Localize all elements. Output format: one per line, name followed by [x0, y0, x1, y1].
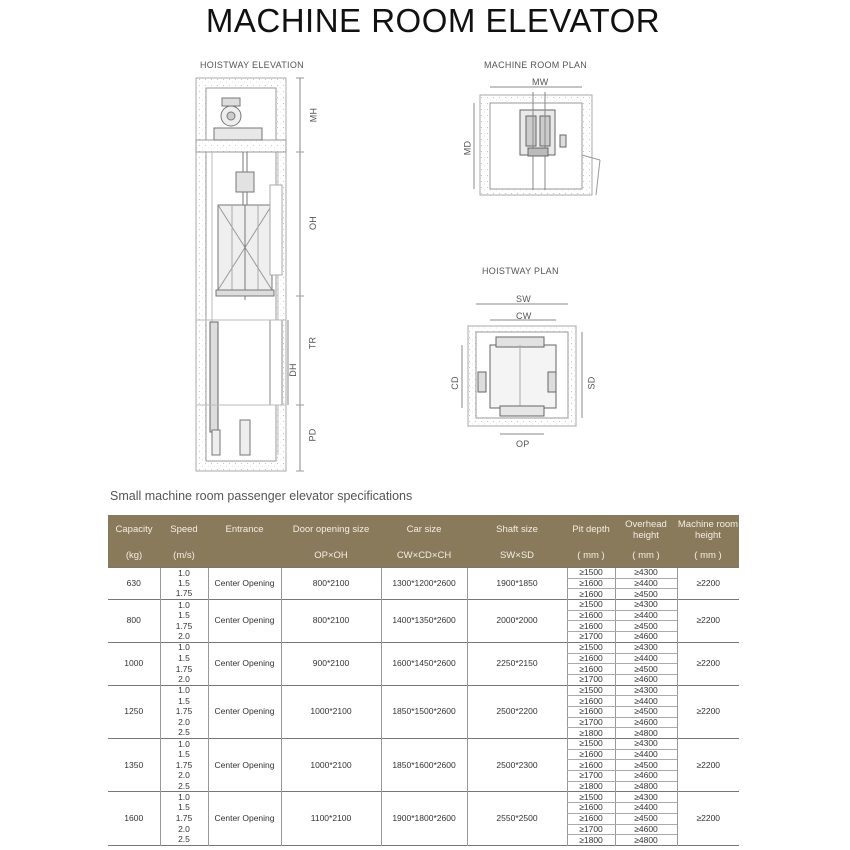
machine-room-height-cell: ≥2200	[677, 685, 739, 738]
pit-depth-cell: ≥1500	[567, 685, 615, 696]
pit-depth-cell: ≥1700	[567, 674, 615, 685]
overhead-cell: ≥4300	[615, 642, 677, 653]
speed-cell: 1.0	[160, 739, 208, 750]
unit-speed: (m/s)	[160, 544, 208, 568]
speed-cell: 1.0	[160, 792, 208, 803]
spec-body	[108, 568, 739, 846]
speed-cell: 1.75	[160, 589, 208, 600]
overhead-cell: ≥4300	[615, 792, 677, 803]
pit-depth-cell: ≥1600	[567, 621, 615, 632]
label-md: MD	[462, 140, 473, 156]
entrance-cell: Center Opening	[208, 568, 281, 600]
shaft-size-cell: 2000*2000	[467, 600, 567, 643]
overhead-cell: ≥4600	[615, 717, 677, 728]
pit-depth-cell: ≥1600	[567, 706, 615, 717]
table-row	[108, 739, 739, 750]
entrance-cell: Center Opening	[208, 739, 281, 792]
pit-depth-cell: ≥1500	[567, 642, 615, 653]
pit-depth-cell: ≥1600	[567, 760, 615, 771]
table-row	[108, 792, 739, 803]
car-size-cell: 1850*1600*2600	[381, 739, 467, 792]
machine-room-height-cell: ≥2200	[677, 600, 739, 643]
entrance-cell: Center Opening	[208, 600, 281, 643]
label-oh: OH	[308, 215, 319, 231]
speed-cell: 1.5	[160, 803, 208, 814]
label-cd: CD	[449, 376, 460, 390]
pit-depth-cell: ≥1800	[567, 781, 615, 792]
elevator-drawings	[0, 50, 850, 480]
header-car: Car size	[381, 515, 467, 544]
pit-depth-cell: ≥1500	[567, 739, 615, 750]
overhead-cell: ≥4800	[615, 781, 677, 792]
pit-depth-cell: ≥1600	[567, 653, 615, 664]
label-mh: MH	[308, 107, 319, 123]
label-cw: CW	[516, 311, 532, 321]
speed-cell: 2.0	[160, 674, 208, 685]
overhead-cell: ≥4300	[615, 739, 677, 750]
pit-depth-cell: ≥1600	[567, 803, 615, 814]
pit-depth-cell: ≥1500	[567, 600, 615, 611]
door-size-cell: 1000*2100	[281, 739, 381, 792]
label-dh: DH	[287, 363, 298, 377]
pit-depth-cell: ≥1600	[567, 813, 615, 824]
unit-car: CW×CD×CH	[381, 544, 467, 568]
capacity-cell: 1600	[108, 792, 160, 845]
unit-machine: ( mm )	[677, 544, 739, 568]
pit-depth-cell: ≥1800	[567, 728, 615, 739]
header-door: Door opening size	[281, 515, 381, 544]
overhead-cell: ≥4300	[615, 685, 677, 696]
overhead-cell: ≥4500	[615, 589, 677, 600]
table-row	[108, 600, 739, 611]
overhead-cell: ≥4400	[615, 696, 677, 707]
overhead-cell: ≥4400	[615, 749, 677, 760]
speed-cell: 2.0	[160, 717, 208, 728]
capacity-cell: 1000	[108, 642, 160, 685]
label-mw: MW	[532, 77, 549, 87]
drawings-svg	[0, 50, 850, 480]
overhead-cell: ≥4600	[615, 632, 677, 643]
shaft-size-cell: 2550*2500	[467, 792, 567, 845]
elevation-title: HOISTWAY ELEVATION	[200, 60, 304, 70]
entrance-cell: Center Opening	[208, 792, 281, 845]
speed-cell: 2.0	[160, 824, 208, 835]
overhead-cell: ≥4300	[615, 568, 677, 579]
shaft-size-cell: 2500*2300	[467, 739, 567, 792]
machine-room-plan	[474, 87, 600, 195]
speed-cell: 1.5	[160, 610, 208, 621]
door-size-cell: 1100*2100	[281, 792, 381, 845]
speed-cell: 2.5	[160, 781, 208, 792]
hoistway-plan-title: HOISTWAY PLAN	[482, 266, 559, 276]
pit-depth-cell: ≥1600	[567, 749, 615, 760]
capacity-cell: 630	[108, 568, 160, 600]
pit-depth-cell: ≥1500	[567, 792, 615, 803]
header-capacity: Capacity	[108, 515, 160, 544]
speed-cell: 1.0	[160, 568, 208, 579]
capacity-cell: 800	[108, 600, 160, 643]
overhead-cell: ≥4500	[615, 760, 677, 771]
label-sw: SW	[516, 294, 532, 304]
pit-depth-cell: ≥1600	[567, 589, 615, 600]
car-plan-icon	[478, 337, 556, 416]
pit-depth-cell: ≥1600	[567, 610, 615, 621]
speed-cell: 1.75	[160, 760, 208, 771]
header-shaft: Shaft size	[467, 515, 567, 544]
car-size-cell: 1600*1450*2600	[381, 642, 467, 685]
hoistway-plan	[462, 304, 582, 434]
unit-entrance	[208, 544, 281, 568]
spec-header-row	[108, 515, 739, 544]
table-row	[108, 568, 739, 579]
table-row	[108, 685, 739, 696]
spec-table	[108, 515, 739, 846]
unit-door: OP×OH	[281, 544, 381, 568]
unit-shaft: SW×SD	[467, 544, 567, 568]
speed-cell: 1.75	[160, 621, 208, 632]
machine-room-plan-title: MACHINE ROOM PLAN	[484, 60, 588, 70]
header-pit: Pit depth	[567, 515, 615, 544]
speed-cell: 1.75	[160, 664, 208, 675]
pit-depth-cell: ≥1600	[567, 578, 615, 589]
pit-depth-cell: ≥1600	[567, 696, 615, 707]
pit-depth-cell: ≥1700	[567, 771, 615, 782]
shaft-size-cell: 1900*1850	[467, 568, 567, 600]
spec-units-row	[108, 544, 739, 568]
speed-cell: 1.5	[160, 696, 208, 707]
overhead-cell: ≥4500	[615, 621, 677, 632]
overhead-cell: ≥4500	[615, 813, 677, 824]
shaft-size-cell: 2250*2150	[467, 642, 567, 685]
door-size-cell: 800*2100	[281, 568, 381, 600]
speed-cell: 1.0	[160, 642, 208, 653]
overhead-cell: ≥4600	[615, 824, 677, 835]
header-entrance: Entrance	[208, 515, 281, 544]
speed-cell: 1.5	[160, 578, 208, 589]
car-size-cell: 1850*1500*2600	[381, 685, 467, 738]
overhead-cell: ≥4400	[615, 610, 677, 621]
table-row	[108, 642, 739, 653]
overhead-cell: ≥4400	[615, 803, 677, 814]
car-size-cell: 1900*1800*2600	[381, 792, 467, 845]
machine-room-height-cell: ≥2200	[677, 568, 739, 600]
speed-cell: 1.0	[160, 600, 208, 611]
overhead-cell: ≥4800	[615, 728, 677, 739]
pit-depth-cell: ≥1800	[567, 835, 615, 846]
pit-depth-cell: ≥1700	[567, 717, 615, 728]
pit-depth-cell: ≥1700	[567, 632, 615, 643]
overhead-cell: ≥4300	[615, 600, 677, 611]
capacity-cell: 1350	[108, 739, 160, 792]
car-size-cell: 1300*1200*2600	[381, 568, 467, 600]
header-machine: Machine room height	[677, 515, 739, 544]
speed-cell: 2.5	[160, 728, 208, 739]
car-size-cell: 1400*1350*2600	[381, 600, 467, 643]
unit-overhead: ( mm )	[615, 544, 677, 568]
door-size-cell: 800*2100	[281, 600, 381, 643]
overhead-cell: ≥4400	[615, 578, 677, 589]
hoistway-elevation	[196, 78, 304, 471]
speed-cell: 1.75	[160, 813, 208, 824]
speed-cell: 1.5	[160, 749, 208, 760]
machine-room-height-cell: ≥2200	[677, 792, 739, 845]
speed-cell: 1.75	[160, 706, 208, 717]
door-size-cell: 900*2100	[281, 642, 381, 685]
overhead-cell: ≥4400	[615, 653, 677, 664]
label-tr: TR	[307, 336, 318, 350]
pit-depth-cell: ≥1600	[567, 664, 615, 675]
overhead-cell: ≥4800	[615, 835, 677, 846]
machine-room-height-cell: ≥2200	[677, 739, 739, 792]
speed-cell: 2.0	[160, 632, 208, 643]
door-size-cell: 1000*2100	[281, 685, 381, 738]
unit-capacity: (kg)	[108, 544, 160, 568]
label-pd: PD	[307, 428, 318, 442]
capacity-cell: 1250	[108, 685, 160, 738]
overhead-cell: ≥4600	[615, 771, 677, 782]
overhead-cell: ≥4500	[615, 664, 677, 675]
spec-caption: Small machine room passenger elevator specifications	[110, 489, 413, 503]
overhead-cell: ≥4600	[615, 674, 677, 685]
speed-cell: 1.0	[160, 685, 208, 696]
pit-depth-cell: ≥1500	[567, 568, 615, 579]
pit-depth-cell: ≥1700	[567, 824, 615, 835]
entrance-cell: Center Opening	[208, 685, 281, 738]
overhead-cell: ≥4500	[615, 706, 677, 717]
machine-room-height-cell: ≥2200	[677, 642, 739, 685]
entrance-cell: Center Opening	[208, 642, 281, 685]
speed-cell: 2.5	[160, 835, 208, 846]
page-title: MACHINE ROOM ELEVATOR	[205, 2, 661, 39]
label-sd: SD	[586, 376, 597, 390]
header-overhead: Overhead height	[615, 515, 677, 544]
speed-cell: 1.5	[160, 653, 208, 664]
shaft-size-cell: 2500*2200	[467, 685, 567, 738]
unit-pit: ( mm )	[567, 544, 615, 568]
speed-cell: 2.0	[160, 771, 208, 782]
header-speed: Speed	[160, 515, 208, 544]
label-op: OP	[516, 439, 530, 449]
